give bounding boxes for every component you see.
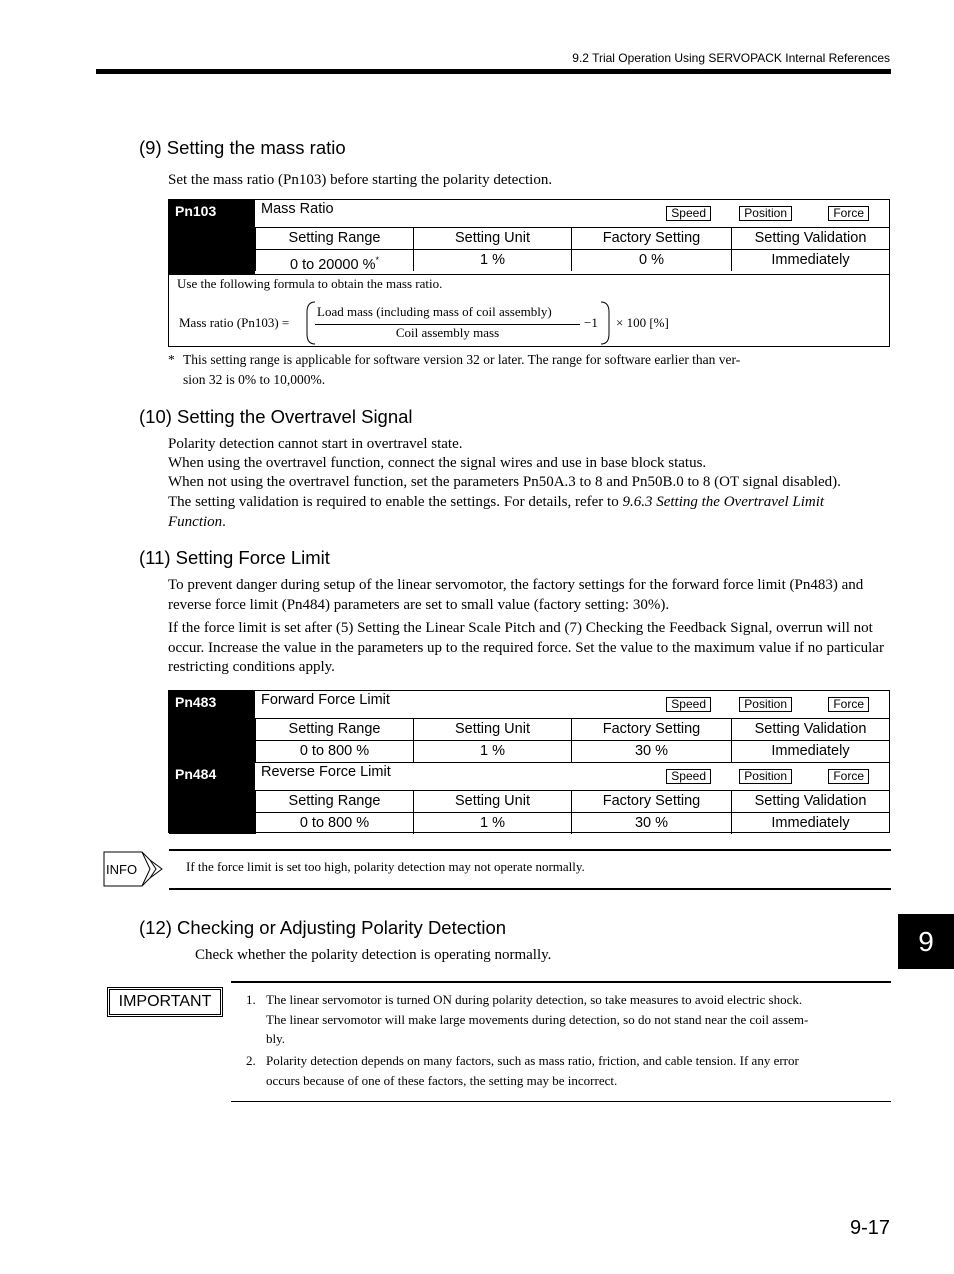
force-limit-table: [168, 690, 890, 833]
section-12-intro: Check whether the polarity detection is operating normally.: [195, 947, 552, 963]
chapter-tab: 9: [898, 914, 954, 969]
cell: Immediately: [731, 812, 889, 834]
position-tag: Position: [739, 697, 792, 712]
formula-lhs: Mass ratio (Pn103) =: [179, 315, 290, 330]
force-tag: Force: [828, 697, 869, 712]
pn103-table: [168, 199, 890, 347]
cell: Immediately: [731, 740, 889, 762]
formula-numerator: Load mass (including mass of coil assembly): [317, 304, 552, 319]
cell: 30 %: [571, 812, 731, 834]
column-header: Setting Range: [255, 227, 413, 249]
info-top-rule: [169, 849, 891, 851]
page-number: 9-17: [849, 1217, 890, 1239]
important-item-2-line-2: occurs because of one of these factors, the setting may be incorrect.: [266, 1073, 618, 1088]
section-9-heading: (9) Setting the mass ratio: [139, 137, 346, 158]
info-text: If the force limit is set too high, polarity detection may not operate normally.: [186, 859, 585, 874]
cell: 0 %: [571, 249, 731, 271]
important-item-1-line-1: The linear servomotor is turned ON during polarity detection, so take measures to avoid electric shock.: [266, 992, 803, 1007]
important-label: IMPORTANT: [107, 987, 223, 1017]
column-header: Setting Validation: [731, 227, 889, 249]
formula-denominator: Coil assembly mass: [395, 325, 500, 340]
param-grid: [255, 718, 889, 762]
section-10-line-1: Polarity detection cannot start in overtravel state.: [168, 436, 463, 452]
important-item-1-number: 1.: [246, 992, 256, 1007]
cell: 1 %: [413, 812, 571, 834]
cross-reference-link[interactable]: 9.6.3 Setting the Overtravel Limit Function: [168, 494, 825, 530]
section-11-para-2: If the force limit is set after (5) Setting the Linear Scale Pitch and (7) Checking the Feedback Signal, overrun will not occur. Increase the value in the parameters up to the required force. Set the value to the maximum value if no particular restricting conditions apply.: [168, 620, 884, 675]
formula-minus-one: −1: [584, 315, 598, 330]
footnote-line-2: sion 32 is 0% to 10,000%.: [183, 372, 326, 387]
force-tag: Force: [828, 769, 869, 784]
cell: 0 to 800 %: [255, 740, 413, 762]
speed-tag: Speed: [666, 697, 711, 712]
cell: 1 %: [413, 249, 571, 271]
param-number: Pn103: [169, 200, 255, 275]
position-tag: Position: [739, 206, 792, 221]
important-item-1-line-2: The linear servomotor will make large movements during detection, so do not stand near the coil assem-: [266, 1012, 809, 1027]
section-12-heading: (12) Checking or Adjusting Polarity Detection: [139, 917, 507, 938]
param-number: Pn484: [169, 763, 255, 834]
period: .: [222, 513, 226, 530]
header-rule: [96, 69, 891, 74]
cell: 1 %: [413, 740, 571, 762]
param-name: Reverse Force Limit: [261, 764, 391, 780]
right-paren-icon: [599, 300, 611, 346]
info-label: INFO: [106, 862, 138, 877]
column-header: Factory Setting: [571, 790, 731, 812]
column-header: Factory Setting: [571, 718, 731, 740]
force-tag: Force: [828, 206, 869, 221]
running-header: 9.2 Trial Operation Using SERVOPACK Internal References: [572, 51, 890, 65]
column-header: Setting Unit: [413, 790, 571, 812]
column-header: Setting Range: [255, 790, 413, 812]
section-10-line-2: When using the overtravel function, connect the signal wires and use in base block status.: [168, 455, 707, 471]
cell: 30 %: [571, 740, 731, 762]
param-name: Forward Force Limit: [261, 692, 390, 708]
param-grid: [255, 790, 889, 834]
column-header: Setting Unit: [413, 227, 571, 249]
important-item-1-line-3: bly.: [266, 1031, 286, 1046]
section-10-heading: (10) Setting the Overtravel Signal: [139, 406, 413, 427]
formula-box: [169, 274, 889, 347]
position-tag: Position: [739, 769, 792, 784]
column-header: Setting Unit: [413, 718, 571, 740]
pn484-block: [169, 762, 889, 834]
param-grid: [255, 227, 889, 271]
info-badge: [100, 850, 164, 888]
footnote-mark: *: [375, 255, 379, 265]
cell-text: 0 to 20000 %: [290, 256, 376, 273]
speed-tag: Speed: [666, 769, 711, 784]
footnote-asterisk: *: [168, 352, 175, 367]
section-11-heading: (11) Setting Force Limit: [139, 547, 330, 568]
section-11-para-1: To prevent danger during setup of the linear servomotor, the factory settings for the forward force limit (Pn483) and reverse force limit (Pn484) parameters are set to small value (factory setting: 30%).: [168, 577, 864, 613]
important-item-2-line-1: Polarity detection depends on many factors, such as mass ratio, friction, and cable tension. If any error: [266, 1053, 799, 1068]
important-top-rule: [231, 981, 891, 983]
param-name: Mass Ratio: [261, 201, 334, 217]
cell: [255, 249, 413, 271]
section-10-line-3: When not using the overtravel function, set the parameters Pn50A.3 to 8 and Pn50B.0 to 8 (OT signal disabled).: [168, 474, 841, 490]
cell: 0 to 800 %: [255, 812, 413, 834]
column-header: Factory Setting: [571, 227, 731, 249]
section-9-intro: Set the mass ratio (Pn103) before starting the polarity detection.: [168, 172, 553, 188]
formula-multiplier: × 100 [%]: [616, 315, 669, 330]
speed-tag: Speed: [666, 206, 711, 221]
formula-intro: Use the following formula to obtain the mass ratio.: [177, 276, 443, 291]
info-bottom-rule: [169, 888, 891, 890]
column-header: Setting Range: [255, 718, 413, 740]
cell: Immediately: [731, 249, 889, 271]
pn483-block: [169, 691, 889, 762]
footnote-line-1: This setting range is applicable for software version 32 or later. The range for software earlier than ver-: [183, 352, 741, 367]
column-header: Setting Validation: [731, 790, 889, 812]
important-item-2-number: 2.: [246, 1053, 256, 1068]
column-header: Setting Validation: [731, 718, 889, 740]
important-bottom-rule: [231, 1101, 891, 1102]
section-10-line-4: [168, 493, 873, 532]
param-number: Pn483: [169, 691, 255, 762]
setting-validation-note: The setting validation is required to enable the settings. For details, refer to: [168, 494, 623, 510]
